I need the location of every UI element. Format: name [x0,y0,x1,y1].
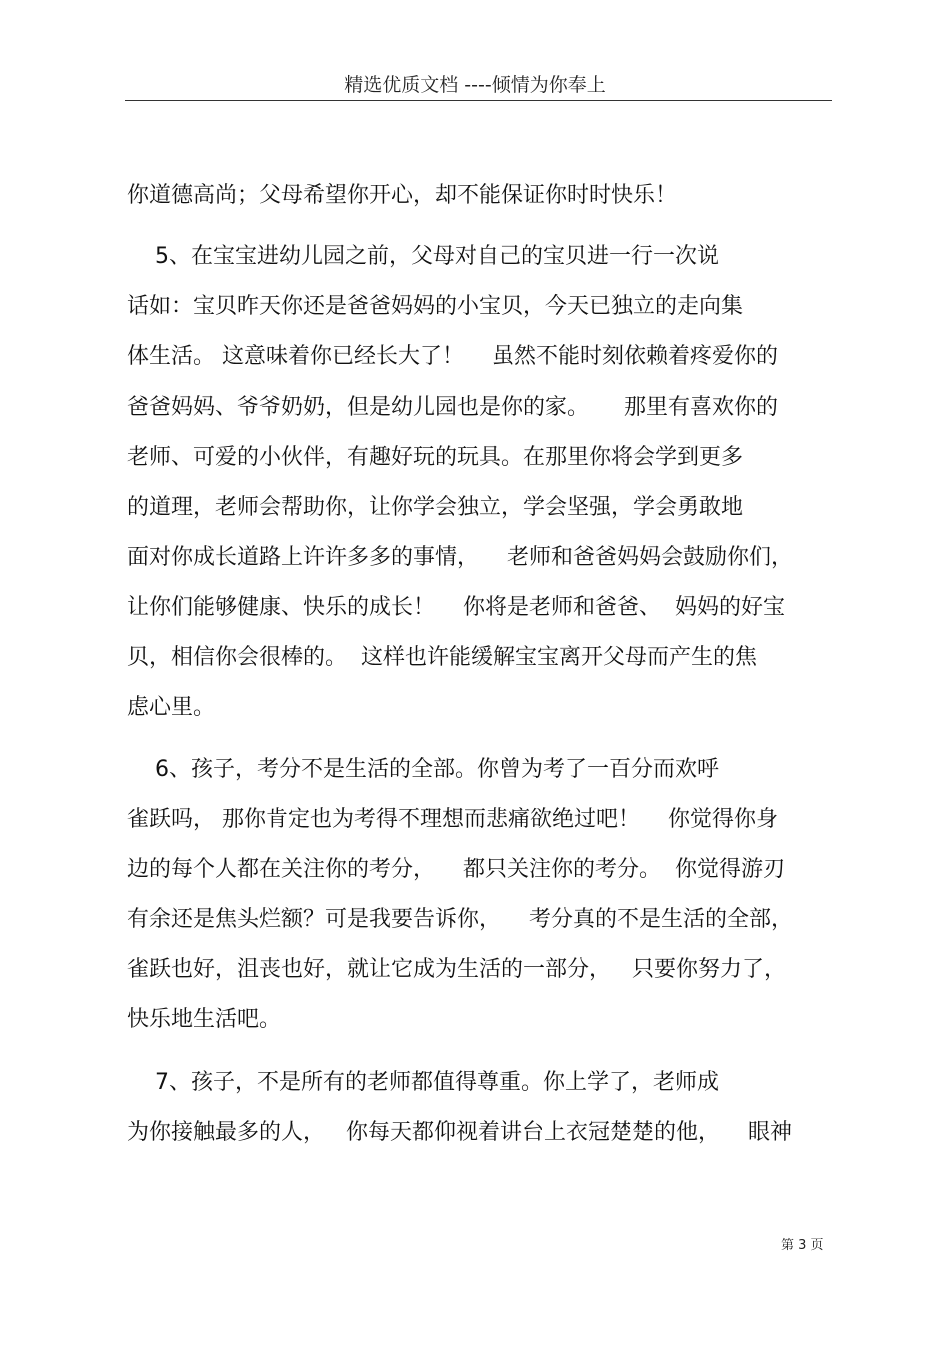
body-line: 为你接触最多的人， 你每天都仰视着讲台上衣冠楚楚的他， 眼神 [127,1120,792,1145]
body-line: 体生活。 这意味着你已经长大了！ 虽然不能时刻依赖着疼爱你的 [127,344,778,369]
body-line: 快乐地生活吧。 [127,1007,282,1032]
body-line: 雀跃也好，沮丧也好，就让它成为生活的一部分， 只要你努力了， [127,957,786,982]
body-line: 7、孩子，不是所有的老师都值得尊重。你上学了，老师成 [127,1070,719,1095]
page-number: 第 3 页 [781,1238,824,1253]
body-line: 雀跃吗， 那你肯定也为考得不理想而悲痛欲绝过吧！ 你觉得你身 [127,807,778,832]
body-line: 5、在宝宝进幼儿园之前，父母对自己的宝贝进一行一次说 [127,244,719,269]
page-header-title: 精选优质文档 ----倾情为你奉上 [344,74,606,96]
body-line: 你道德高尚；父母希望你开心，却不能保证你时时快乐！ [127,183,678,208]
body-line: 边的每个人都在关注你的考分， 都只关注你的考分。 你觉得游刃 [127,857,785,882]
body-line: 老师、可爱的小伙伴，有趣好玩的玩具。在那里你将会学到更多 [127,445,744,470]
body-line: 有余还是焦头烂额？可是我要告诉你， 考分真的不是生活的全部， [127,907,793,932]
body-line: 的道理，老师会帮助你，让你学会独立，学会坚强，学会勇敢地 [127,495,744,520]
body-line: 虑心里。 [127,695,216,720]
body-line: 6、孩子，考分不是生活的全部。你曾为考了一百分而欢呼 [127,757,719,782]
body-line: 贝，相信你会很棒的。 这样也许能缓解宝宝离开父母而产生的焦 [127,645,757,670]
body-line: 爸爸妈妈、爷爷奶奶，但是幼儿园也是你的家。 那里有喜欢你的 [127,395,778,420]
header-divider [125,100,832,101]
body-line: 话如：宝贝昨天你还是爸爸妈妈的小宝贝，今天已独立的走向集 [127,294,744,319]
body-line: 让你们能够健康、快乐的成长！ 你将是老师和爸爸、 妈妈的好宝 [127,595,785,620]
body-line: 面对你成长道路上许许多多的事情， 老师和爸爸妈妈会鼓励你们， [127,545,793,570]
